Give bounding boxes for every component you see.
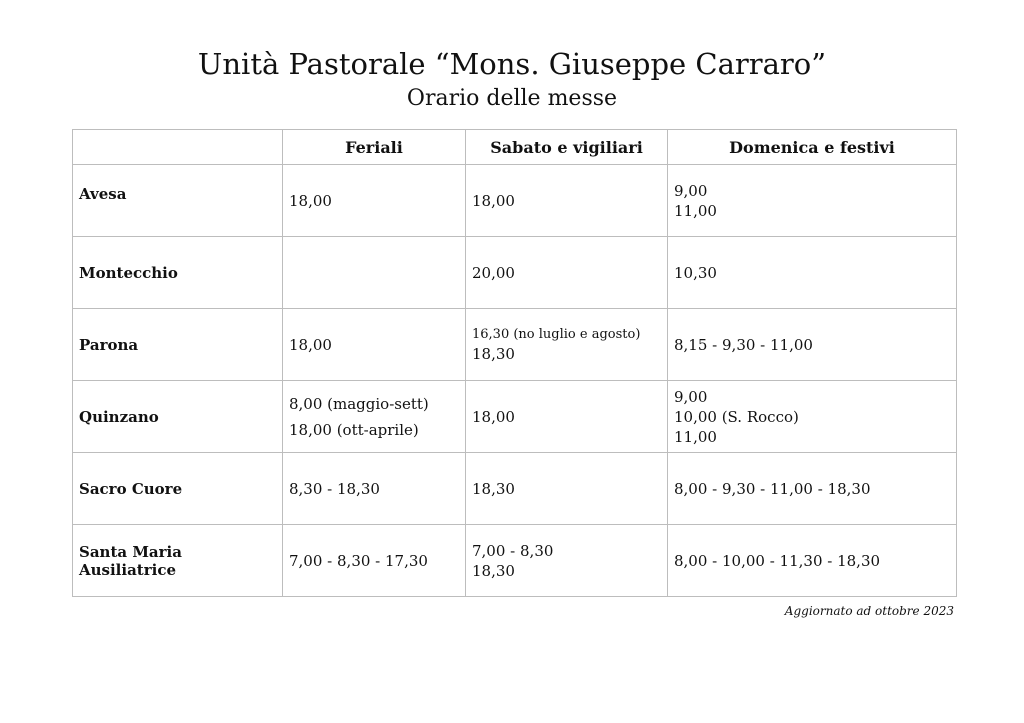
header-parish [73,130,283,165]
time-entry: 8,00 - 9,30 - 11,00 - 18,30 [674,479,871,498]
mass-schedule-table [72,129,957,597]
table-body [73,165,957,597]
time-entry: 18,00 (ott-aprile) [289,420,419,439]
time-entry: 20,00 [472,263,515,282]
sabato-cell [466,525,668,597]
time-entry: 18,00 [472,191,515,210]
time-entry: 7,00 - 8,30 - 17,30 [289,551,428,570]
page-title: Unità Pastorale “Mons. Giuseppe Carraro” [197,47,827,81]
time-entry: 8,30 - 18,30 [289,479,380,498]
parish-name: Santa Maria Ausiliatrice [73,525,283,597]
header-sabato: Sabato e vigiliari [466,130,668,165]
time-entry: 18,30 [472,561,515,580]
feriali-cell [283,309,466,381]
table-row [73,381,957,453]
domenica-cell [668,237,957,309]
time-entry: 11,00 [674,427,717,446]
feriali-cell [283,381,466,453]
time-entry: 9,00 [674,181,708,200]
header-feriali: Feriali [283,130,466,165]
time-entry: 8,00 (maggio-sett) [289,394,429,413]
domenica-cell [668,165,957,237]
feriali-cell [283,237,466,309]
updated-note: Aggiornato ad ottobre 2023 [784,604,954,618]
parish-name: Avesa [73,165,283,237]
domenica-cell [668,381,957,453]
time-entry: 7,00 - 8,30 [472,541,554,560]
table-row [73,525,957,597]
parish-name: Sacro Cuore [73,453,283,525]
header-row [73,130,957,165]
time-entry: 8,15 - 9,30 - 11,00 [674,335,813,354]
feriali-cell [283,453,466,525]
parish-name: Montecchio [73,237,283,309]
feriali-cell [283,525,466,597]
sabato-cell [466,237,668,309]
feriali-cell [283,165,466,237]
time-entry: 18,00 [472,407,515,426]
header-domenica: Domenica e festivi [668,130,957,165]
time-entry: 10,30 [674,263,717,282]
time-entry: 18,00 [289,191,332,210]
table-row [73,237,957,309]
sabato-cell [466,453,668,525]
parish-name: Parona [73,309,283,381]
sabato-cell [466,309,668,381]
domenica-cell [668,453,957,525]
time-entry: 9,00 [674,387,708,406]
domenica-cell [668,525,957,597]
table-row [73,453,957,525]
time-entry: 10,00 (S. Rocco) [674,407,799,426]
table-header [73,130,957,165]
time-entry: 16,30 (no luglio e agosto) [472,326,641,342]
sabato-cell [466,165,668,237]
parish-name: Quinzano [73,381,283,453]
domenica-cell [668,309,957,381]
time-entry: 8,00 - 10,00 - 11,30 - 18,30 [674,551,881,570]
time-entry: 18,30 [472,479,515,498]
table-row [73,165,957,237]
table-row [73,309,957,381]
time-entry: 18,00 [289,335,332,354]
time-entry: 18,30 [472,344,515,363]
page-subtitle: Orario delle messe [406,86,618,111]
sabato-cell [466,381,668,453]
time-entry: 11,00 [674,201,717,220]
